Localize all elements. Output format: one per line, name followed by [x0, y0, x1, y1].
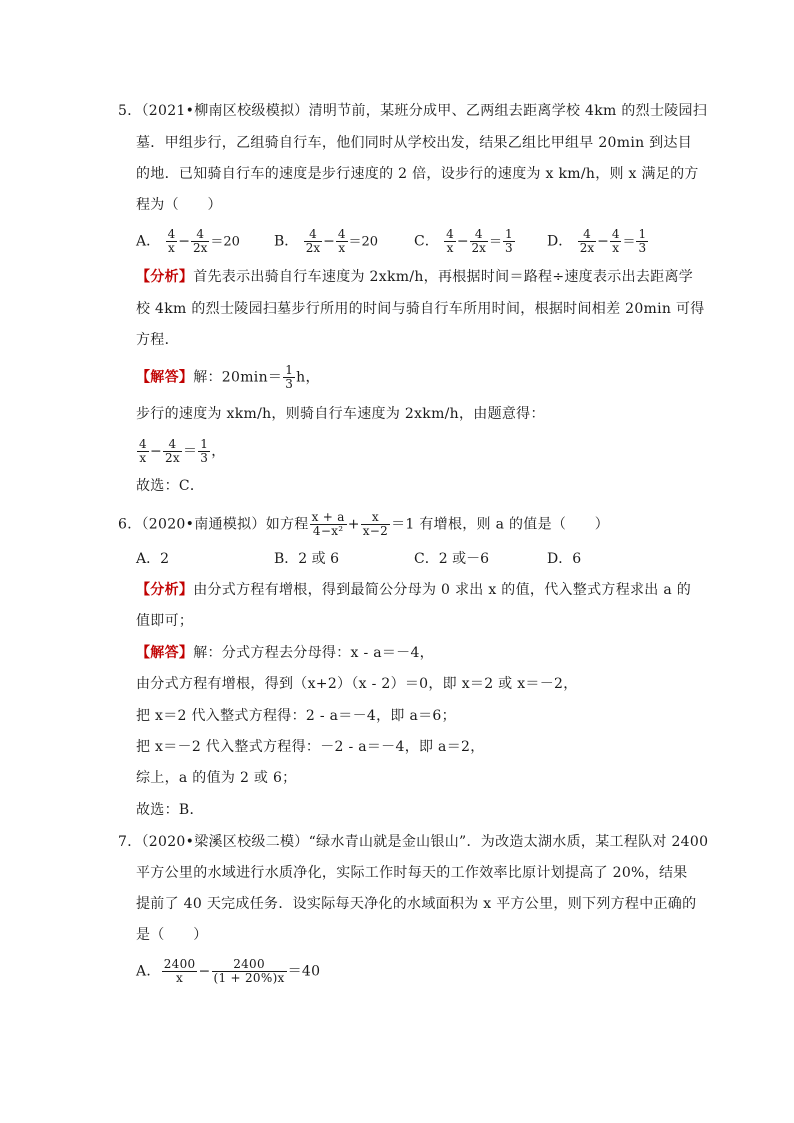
q5-choice: 故选：C．	[136, 478, 205, 494]
q5-line-4: 程为（ ）	[136, 197, 222, 213]
q5-analysis-line-3: 方程．	[136, 332, 179, 348]
q6-answer-line-5: 综上，a 的值为 2 或 6；	[136, 770, 297, 786]
answer-tag: 【解答】	[136, 369, 194, 386]
q5-line-2: 墓．甲组步行，乙组骑自行车，他们同时从学校出发，结果乙组比甲组早 20min 到达目	[136, 135, 693, 151]
q5-option-c: C． $\frac{4}{x}$ − $\frac{4}{2x}$ ＝ $\frac{1}{3}$	[414, 227, 513, 255]
q6-answer-line-1: 【解答】解：分式方程去分母得：x - a＝－4，	[136, 645, 434, 661]
q5-analysis-line-2: 校 4km 的烈士陵园扫墓步行所用的时间与骑自行车所用时间，根据时间相差 20min 可得	[136, 301, 705, 317]
q7-line-4: 是（ ）	[136, 927, 208, 943]
q6-answer-line-2: 由分式方程有增根，得到（x+2）（x - 2）＝0，即 x＝2 或 x＝－2，	[136, 676, 578, 692]
q7-line-1: 7．（2020•梁溪区校级二模）“绿水青山就是金山银山”．为改造太湖水质，某工程队对 2400	[118, 834, 709, 850]
answer-tag: 【解答】	[136, 645, 194, 661]
q6-choice: 故选：B．	[136, 802, 204, 818]
q6-option-d: D．6	[547, 551, 582, 567]
q6-answer-line-4: 把 x＝－2 代入整式方程得：－2 - a＝－4，即 a＝2，	[136, 739, 485, 755]
q5-answer-line-2: 步行的速度为 xkm/h，则骑自行车速度为 2xkm/h，由题意得：	[136, 406, 545, 422]
q7-line-3: 提前了 40 天完成任务．设实际每天净化的水域面积为 x 平方公里，则下列方程中正确的	[136, 896, 697, 912]
q5-option-b: B． $\frac{4}{2x}$ − $\frac{4}{x}$ ＝20	[274, 227, 379, 255]
q5-option-a: A． $\frac{4}{x}$ − $\frac{4}{2x}$ ＝20	[136, 227, 240, 255]
q6-answer-line-3: 把 x＝2 代入整式方程得：2 - a＝－4，即 a＝6；	[136, 708, 456, 724]
q6-analysis-line-1: 【分析】由分式方程有增根，得到最简公分母为 0 求出 x 的值，代入整式方程求出 a 的	[136, 582, 692, 598]
q5-answer-line-1: 【解答】解：20min＝ $\frac{1}{3}$ h，	[136, 363, 320, 391]
analysis-tag: 【分析】	[136, 582, 194, 598]
q6-option-c: C．2 或－6	[414, 551, 489, 567]
q5-option-d: D． $\frac{4}{2x}$ − $\frac{4}{x}$ ＝ $\frac{1}{3}$	[547, 227, 647, 255]
q5-line-1: 5．（2021•柳南区校级模拟）清明节前，某班分成甲、乙两组去距离学校 4km 的烈士陵园扫	[118, 103, 708, 119]
q5-answer-line-3: $\frac{4}{x}$ − $\frac{4}{2x}$ ＝ $\frac{1}{3}$ ，	[139, 437, 226, 465]
q6-option-b: B．2 或 6	[274, 551, 340, 567]
q7-option-a: A． $\frac{2400}{x}$ − $\frac{2400}{(1 + 20\%)x}$ ＝40	[136, 957, 321, 985]
q6-analysis-line-2: 值即可；	[136, 613, 194, 629]
q7-line-2: 平方公里的水域进行水质净化，实际工作时每天的工作效率比原计划提高了 20%，结果	[136, 865, 688, 881]
q5-line-3: 的地．已知骑自行车的速度是步行速度的 2 倍，设步行的速度为 x km/h，则 x 满足的方	[136, 166, 699, 182]
q6-line-1: 6．（2020•南通模拟）如方程 $\frac{x + a}{\text{4−x²}}$ + $\frac{x}{x-2}$ ＝1 有增根，则 a 的值是（ ）	[118, 510, 610, 538]
q5-analysis-line-1: 【分析】首先表示出骑自行车速度为 2xkm/h，再根据时间＝路程÷速度表示出去距离学	[136, 269, 694, 285]
q6-option-a: A．2	[136, 551, 170, 567]
analysis-tag: 【分析】	[136, 269, 194, 285]
